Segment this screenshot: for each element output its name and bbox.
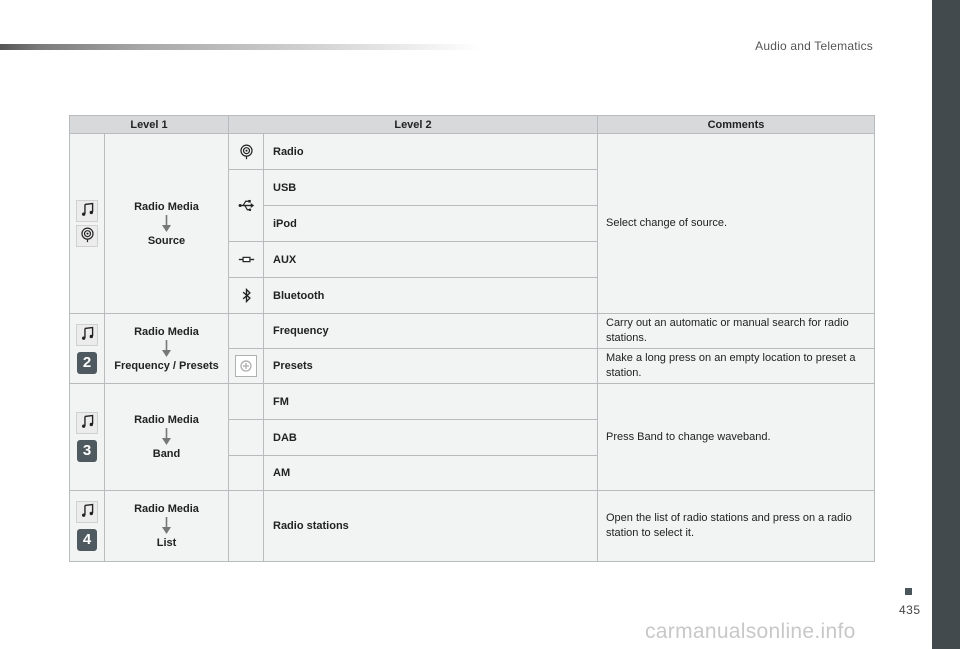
table-header-row — [70, 116, 875, 134]
music-note-icon — [76, 412, 98, 434]
page-marker — [905, 588, 912, 595]
table-row — [70, 134, 875, 170]
down-arrow-icon — [161, 428, 172, 446]
empty-icon-cell — [229, 456, 264, 491]
usb-icon — [238, 197, 255, 214]
down-arrow-icon — [161, 215, 172, 233]
source-comment: Select change of source. — [598, 134, 875, 314]
band-icons-cell — [70, 384, 105, 491]
level1-title: Radio Media — [134, 200, 199, 213]
presets-comment: Make a long press on an empty location to preset a station. — [598, 349, 875, 384]
list-level1-cell — [105, 491, 229, 562]
radio-icon — [238, 143, 255, 160]
watermark: carmanualsonline.info — [645, 620, 856, 643]
step-badge: 3 — [77, 440, 97, 462]
band-level1-cell — [105, 384, 229, 491]
band-comment: Press Band to change waveband. — [598, 384, 875, 491]
radio-icon-cell — [229, 134, 264, 170]
header-comments: Comments — [598, 116, 875, 134]
section-title: Audio and Telematics — [755, 39, 873, 53]
down-arrow-icon — [161, 517, 172, 535]
empty-icon-cell — [229, 491, 264, 562]
table-row — [70, 384, 875, 420]
header-level1: Level 1 — [70, 116, 229, 134]
down-arrow-icon — [161, 340, 172, 358]
level2-label: DAB — [264, 420, 598, 456]
bluetooth-icon — [238, 287, 255, 304]
empty-icon-cell — [229, 314, 264, 349]
bluetooth-icon-cell — [229, 278, 264, 314]
empty-icon-cell — [229, 384, 264, 420]
aux-icon — [238, 251, 255, 268]
level1-subtitle: List — [156, 537, 177, 549]
level2-label: Radio stations — [264, 491, 598, 562]
frequency-level1-cell — [105, 314, 229, 384]
empty-icon-cell — [229, 420, 264, 456]
table-row — [70, 314, 875, 349]
level2-label: iPod — [264, 206, 598, 242]
level2-label: Frequency — [264, 314, 598, 349]
frequency-icons-cell — [70, 314, 105, 384]
source-level1-cell — [105, 134, 229, 314]
level2-label: AM — [264, 456, 598, 491]
level2-label: Radio — [264, 134, 598, 170]
level2-label: Bluetooth — [264, 278, 598, 314]
list-comment: Open the list of radio stations and press on a radio station to select it. — [598, 491, 875, 562]
level1-subtitle: Band — [152, 448, 181, 460]
page-number: 435 — [899, 603, 921, 617]
level1-title: Radio Media — [134, 414, 199, 426]
side-bar — [932, 0, 960, 649]
header-gradient-rule — [0, 44, 480, 50]
preset-icon-cell — [229, 349, 264, 384]
music-note-icon — [76, 324, 98, 346]
list-icons-cell — [70, 491, 105, 562]
level2-label: Presets — [264, 349, 598, 384]
level1-title: Radio Media — [134, 503, 199, 515]
source-icons-cell — [70, 134, 105, 314]
music-note-icon — [76, 200, 98, 222]
preset-add-icon — [235, 355, 257, 377]
frequency-comment: Carry out an automatic or manual search for radio stations. — [598, 314, 875, 349]
level1-title: Radio Media — [134, 325, 199, 338]
radio-icon — [76, 225, 98, 247]
usb-icon-cell — [229, 170, 264, 242]
header-level2: Level 2 — [229, 116, 598, 134]
menu-table — [69, 115, 875, 562]
level1-subtitle: Frequency / Presets — [114, 359, 219, 372]
level2-label: FM — [264, 384, 598, 420]
level1-subtitle: Source — [147, 234, 186, 247]
level2-label: USB — [264, 170, 598, 206]
music-note-icon — [76, 501, 98, 523]
step-badge: 2 — [77, 352, 97, 374]
step-badge: 4 — [77, 529, 97, 551]
level2-label: AUX — [264, 242, 598, 278]
table-row — [70, 491, 875, 562]
aux-icon-cell — [229, 242, 264, 278]
